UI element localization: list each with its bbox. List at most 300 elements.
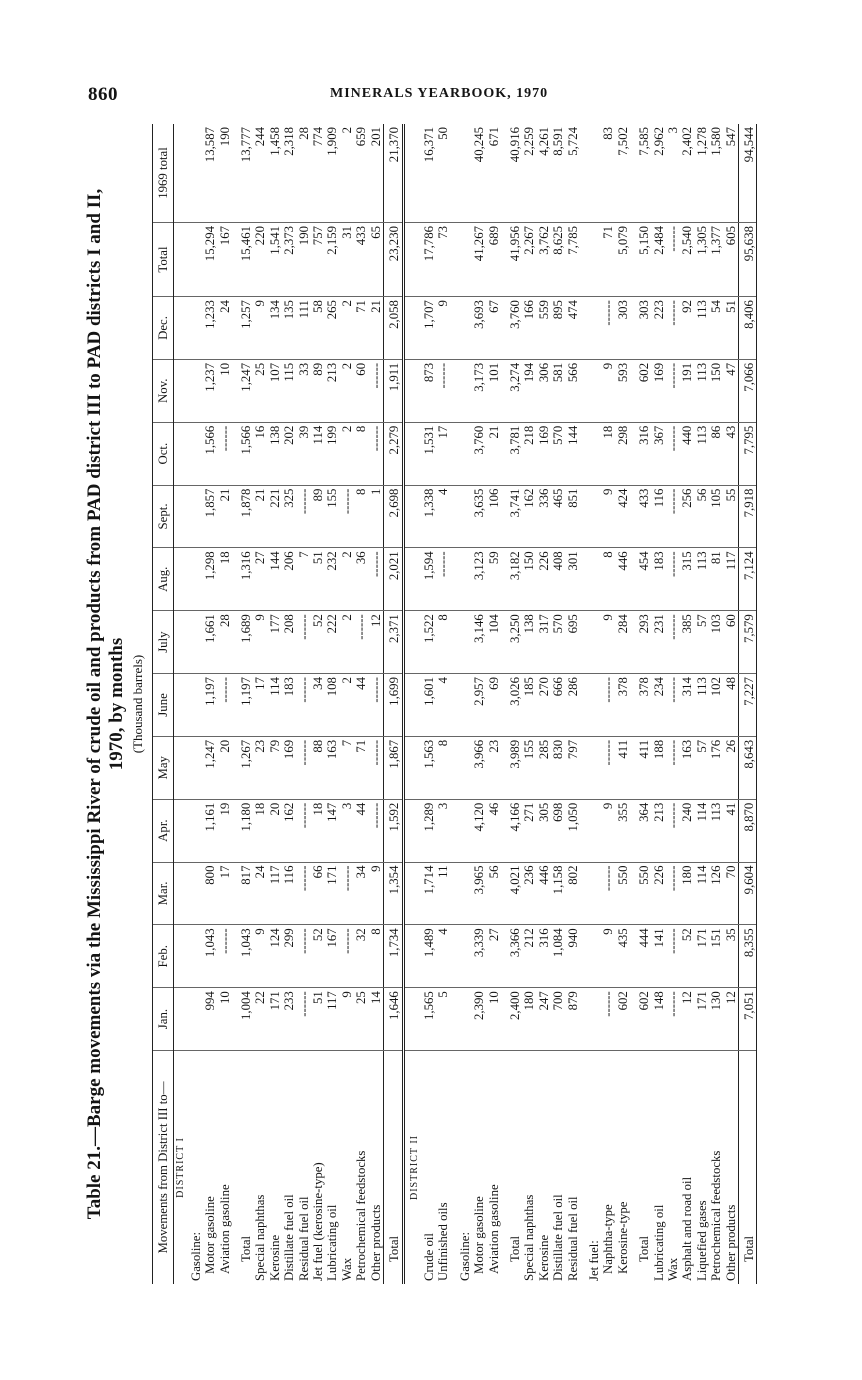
spacer-cell <box>174 124 189 222</box>
value-cell: 13,587 <box>203 124 217 222</box>
spacer-cell <box>630 988 637 1051</box>
value-cell: 41,956 <box>508 222 522 296</box>
value-cell: 180 <box>522 988 536 1051</box>
value-cell: 454 <box>637 548 651 611</box>
value-cell: 7,785 <box>566 222 580 296</box>
value-cell: 151 <box>709 925 723 988</box>
value-cell: 802 <box>566 862 580 925</box>
value-cell: 2,371 <box>386 611 403 674</box>
table-row <box>253 124 267 1284</box>
value-cell: ------ <box>666 611 680 674</box>
value-cell: 666 <box>551 674 565 737</box>
barge-movements-table <box>152 124 757 1284</box>
value-cell: ------ <box>297 674 311 737</box>
value-cell: 43 <box>724 422 739 485</box>
value-cell: 1,714 <box>422 862 436 925</box>
table-row <box>354 124 368 1284</box>
table-row <box>601 124 615 1284</box>
spacer-cell <box>587 485 601 548</box>
value-cell: ------ <box>297 925 311 988</box>
value-cell: ------ <box>369 422 384 485</box>
value-cell: 52 <box>311 925 325 988</box>
spacer-cell <box>232 548 239 611</box>
spacer-cell <box>451 359 458 422</box>
spacer-cell <box>630 548 637 611</box>
value-cell: 9 <box>369 862 384 925</box>
value-cell: 113 <box>695 422 709 485</box>
spacer-row <box>501 124 508 1284</box>
value-cell: 1,050 <box>566 799 580 862</box>
value-cell: 830 <box>551 736 565 799</box>
value-cell: 305 <box>537 799 551 862</box>
spacer-cell <box>580 736 587 799</box>
value-cell: 9 <box>601 359 615 422</box>
value-cell: 206 <box>282 548 296 611</box>
value-cell: 115 <box>282 359 296 422</box>
value-cell: 21 <box>253 485 267 548</box>
spacer-cell <box>232 485 239 548</box>
value-cell: 221 <box>268 485 282 548</box>
page-number: 860 <box>88 84 118 105</box>
spacer-cell <box>501 674 508 737</box>
table-row <box>325 124 339 1284</box>
value-cell: 9 <box>253 925 267 988</box>
spacer-cell <box>232 422 239 485</box>
spacer-cell <box>174 359 189 422</box>
value-cell: 18 <box>218 548 232 611</box>
group-heading: Jet fuel: <box>586 1240 601 1281</box>
value-cell: 124 <box>268 925 282 988</box>
value-cell: 1,197 <box>239 674 253 737</box>
spacer-cell <box>451 422 458 485</box>
spacer-cell <box>458 422 472 485</box>
value-cell: 86 <box>709 422 723 485</box>
value-cell: 9 <box>436 297 450 360</box>
value-cell: 107 <box>268 359 282 422</box>
value-cell: 293 <box>637 611 651 674</box>
value-cell: 1,531 <box>422 422 436 485</box>
spacer-cell <box>408 359 422 422</box>
spacer-cell <box>458 736 472 799</box>
value-cell: 33 <box>297 359 311 422</box>
spacer-cell <box>451 485 458 548</box>
value-cell: ------ <box>666 674 680 737</box>
spacer-cell <box>587 548 601 611</box>
value-cell: 188 <box>652 736 666 799</box>
table-row <box>522 124 536 1284</box>
value-cell: 34 <box>354 862 368 925</box>
value-cell: 1,699 <box>386 674 403 737</box>
value-cell: ------ <box>666 548 680 611</box>
value-cell: 879 <box>566 988 580 1051</box>
value-cell: ------ <box>297 736 311 799</box>
spacer-cell <box>580 124 587 222</box>
value-cell: 325 <box>282 485 296 548</box>
spacer-cell <box>408 222 422 296</box>
value-cell: 378 <box>616 674 630 737</box>
spacer-cell <box>451 988 458 1051</box>
spacer-cell <box>630 862 637 925</box>
value-cell: 301 <box>566 548 580 611</box>
value-cell: 8 <box>354 485 368 548</box>
value-cell: 299 <box>282 925 296 988</box>
value-cell: 176 <box>709 736 723 799</box>
spacer-cell <box>501 297 508 360</box>
value-cell: 1,857 <box>203 485 217 548</box>
value-cell: ------ <box>340 925 354 988</box>
value-cell: 17 <box>253 674 267 737</box>
value-cell: 2,279 <box>386 422 403 485</box>
value-cell: ------ <box>297 485 311 548</box>
value-cell: 114 <box>311 422 325 485</box>
table-title <box>84 124 128 1284</box>
row-label: Distillate fuel oil <box>551 1194 566 1281</box>
value-cell: ------ <box>666 485 680 548</box>
spacer-cell <box>232 988 239 1051</box>
value-cell: 57 <box>695 736 709 799</box>
spacer-cell <box>630 124 637 222</box>
value-cell: 79 <box>268 736 282 799</box>
value-cell: 169 <box>652 359 666 422</box>
value-cell: 201 <box>369 124 384 222</box>
value-cell: ------ <box>666 925 680 988</box>
value-cell: 465 <box>551 485 565 548</box>
spacer-row <box>451 124 458 1284</box>
value-cell: 8,643 <box>741 736 757 799</box>
value-cell: 11 <box>436 862 450 925</box>
value-cell: 1,522 <box>422 611 436 674</box>
spacer-cell <box>458 674 472 737</box>
value-cell: 54 <box>709 297 723 360</box>
value-cell: 581 <box>551 359 565 422</box>
value-cell: ------ <box>340 862 354 925</box>
value-cell: 2,962 <box>652 124 666 222</box>
table-row <box>709 124 723 1284</box>
value-cell: 138 <box>522 611 536 674</box>
value-cell: 94,544 <box>741 124 757 222</box>
value-cell: 700 <box>551 988 565 1051</box>
value-cell: 17,786 <box>422 222 436 296</box>
row-label: Other products <box>723 1204 738 1281</box>
value-cell: ------ <box>666 359 680 422</box>
value-cell: 163 <box>325 736 339 799</box>
table-row <box>340 124 354 1284</box>
spacer-cell <box>501 988 508 1051</box>
value-cell: 5,724 <box>566 124 580 222</box>
value-cell: 1,298 <box>203 548 217 611</box>
value-cell: 25 <box>253 359 267 422</box>
value-cell: 190 <box>297 222 311 296</box>
value-cell: 9 <box>253 297 267 360</box>
spacer-cell <box>587 297 601 360</box>
value-cell: 83 <box>601 124 615 222</box>
value-cell: ------ <box>436 548 450 611</box>
spacer-cell <box>458 124 472 222</box>
value-cell: 23 <box>253 736 267 799</box>
value-cell: 2 <box>340 359 354 422</box>
spacer-cell <box>174 736 189 799</box>
table-row <box>652 124 666 1284</box>
value-cell: 550 <box>616 862 630 925</box>
value-cell: 1,180 <box>239 799 253 862</box>
value-cell: 31 <box>340 222 354 296</box>
spacer-cell <box>630 611 637 674</box>
spacer-row <box>630 124 637 1284</box>
value-cell: 3,760 <box>472 422 486 485</box>
value-cell: 21 <box>487 422 501 485</box>
value-cell: 150 <box>709 359 723 422</box>
spacer-cell <box>408 422 422 485</box>
value-cell: 18 <box>253 799 267 862</box>
value-cell: 1,867 <box>386 736 403 799</box>
value-cell: 69 <box>487 674 501 737</box>
value-cell: 8,870 <box>741 799 757 862</box>
table-row <box>616 124 630 1284</box>
value-cell: 1,878 <box>239 485 253 548</box>
value-cell: 550 <box>637 862 651 925</box>
spacer-cell <box>451 124 458 222</box>
row-label: Residual fuel oil <box>565 1196 580 1281</box>
value-cell: 222 <box>325 611 339 674</box>
table-row <box>386 124 403 1284</box>
group-heading-row <box>458 124 472 1284</box>
value-cell: 223 <box>652 297 666 360</box>
value-cell: 317 <box>537 611 551 674</box>
table-row <box>472 124 486 1284</box>
spacer-cell <box>458 359 472 422</box>
value-cell: 873 <box>422 359 436 422</box>
column-header: Movements from District III to— <box>153 1051 174 1285</box>
value-cell: 218 <box>522 422 536 485</box>
value-cell: 3,693 <box>472 297 486 360</box>
table-header-row <box>153 124 174 1284</box>
value-cell: 117 <box>325 988 339 1051</box>
value-cell: 51 <box>724 297 739 360</box>
value-cell: 659 <box>354 124 368 222</box>
value-cell: 101 <box>487 359 501 422</box>
value-cell: 18 <box>311 799 325 862</box>
row-label: Distillate fuel oil <box>282 1194 297 1281</box>
value-cell: 183 <box>282 674 296 737</box>
value-cell: 220 <box>253 222 267 296</box>
value-cell: 16,371 <box>422 124 436 222</box>
value-cell: 116 <box>282 862 296 925</box>
value-cell: 9 <box>601 485 615 548</box>
value-cell: 1,338 <box>422 485 436 548</box>
row-label: Lubricating oil <box>325 1204 340 1281</box>
value-cell: 12 <box>369 611 384 674</box>
value-cell: ------ <box>297 988 311 1051</box>
value-cell: 20 <box>268 799 282 862</box>
value-cell: 378 <box>637 674 651 737</box>
table-units: (Thousand barrels) <box>130 654 145 754</box>
value-cell: 3,781 <box>508 422 522 485</box>
spacer-cell <box>580 862 587 925</box>
spacer-cell <box>458 611 472 674</box>
value-cell: 162 <box>282 799 296 862</box>
spacer-cell <box>580 297 587 360</box>
value-cell: 41,267 <box>472 222 486 296</box>
spacer-cell <box>189 124 203 222</box>
value-cell: 2 <box>340 611 354 674</box>
table-row <box>637 124 651 1284</box>
spacer-cell <box>501 799 508 862</box>
value-cell: 3,146 <box>472 611 486 674</box>
value-cell: 285 <box>537 736 551 799</box>
value-cell: 199 <box>325 422 339 485</box>
value-cell: 1,247 <box>203 736 217 799</box>
value-cell: 3,989 <box>508 736 522 799</box>
spacer-cell <box>189 799 203 862</box>
value-cell: 3,026 <box>508 674 522 737</box>
value-cell: 185 <box>522 674 536 737</box>
value-cell: 8 <box>601 548 615 611</box>
value-cell: 190 <box>218 124 232 222</box>
value-cell: 355 <box>616 799 630 862</box>
value-cell: 7 <box>297 548 311 611</box>
value-cell: 141 <box>652 925 666 988</box>
value-cell: 698 <box>551 799 565 862</box>
value-cell: 150 <box>522 548 536 611</box>
value-cell: 1,707 <box>422 297 436 360</box>
spacer-cell <box>189 925 203 988</box>
spacer-cell <box>174 862 189 925</box>
spacer-cell <box>458 222 472 296</box>
value-cell: 56 <box>695 485 709 548</box>
spacer-cell <box>458 925 472 988</box>
value-cell: 1,592 <box>386 799 403 862</box>
value-cell: 67 <box>487 297 501 360</box>
value-cell: 2 <box>340 422 354 485</box>
value-cell: 1,601 <box>422 674 436 737</box>
spacer-cell <box>451 222 458 296</box>
value-cell: 316 <box>537 925 551 988</box>
value-cell: 27 <box>487 925 501 988</box>
value-cell: 1,377 <box>709 222 723 296</box>
value-cell: 3,274 <box>508 359 522 422</box>
value-cell: 171 <box>325 862 339 925</box>
value-cell: 163 <box>680 736 694 799</box>
spacer-cell <box>189 222 203 296</box>
spacer-cell <box>232 1051 239 1285</box>
value-cell: 117 <box>724 548 739 611</box>
table-row <box>239 124 253 1284</box>
value-cell: 298 <box>616 422 630 485</box>
value-cell: 4,261 <box>537 124 551 222</box>
value-cell: ------ <box>666 422 680 485</box>
value-cell: 144 <box>268 548 282 611</box>
value-cell: 800 <box>203 862 217 925</box>
value-cell: 1,909 <box>325 124 339 222</box>
group-heading-row <box>587 124 601 1284</box>
running-header: MINERALS YEARBOOK, 1970 <box>330 86 549 101</box>
value-cell: 3,173 <box>472 359 486 422</box>
table-row <box>369 124 384 1284</box>
value-cell: 10 <box>218 359 232 422</box>
value-cell: 89 <box>311 359 325 422</box>
value-cell: 102 <box>709 674 723 737</box>
spacer-cell <box>174 799 189 862</box>
value-cell: 148 <box>652 988 666 1051</box>
value-cell: 7,066 <box>741 359 757 422</box>
row-label: Motor gasoline <box>472 1196 487 1274</box>
value-cell: 385 <box>680 611 694 674</box>
spacer-cell <box>408 548 422 611</box>
spacer-cell <box>580 674 587 737</box>
value-cell: 12 <box>724 988 739 1051</box>
value-cell: 1,646 <box>386 988 403 1051</box>
value-cell: ------ <box>218 925 232 988</box>
value-cell: 191 <box>680 359 694 422</box>
value-cell: 113 <box>695 674 709 737</box>
value-cell: 315 <box>680 548 694 611</box>
value-cell: 60 <box>354 359 368 422</box>
value-cell: 8,355 <box>741 925 757 988</box>
spacer-row <box>232 124 239 1284</box>
table-row <box>680 124 694 1284</box>
value-cell: 134 <box>268 297 282 360</box>
value-cell: 25 <box>354 988 368 1051</box>
value-cell: 213 <box>652 799 666 862</box>
value-cell: 113 <box>709 799 723 862</box>
spacer-cell <box>630 925 637 988</box>
value-cell: 177 <box>268 611 282 674</box>
value-cell: 130 <box>709 988 723 1051</box>
value-cell: 424 <box>616 485 630 548</box>
value-cell: 1,689 <box>239 611 253 674</box>
value-cell: 95,638 <box>741 222 757 296</box>
value-cell: 52 <box>680 925 694 988</box>
spacer-cell <box>174 925 189 988</box>
value-cell: 232 <box>325 548 339 611</box>
value-cell: 114 <box>695 862 709 925</box>
spacer-cell <box>189 736 203 799</box>
value-cell: 284 <box>616 611 630 674</box>
value-cell: 3 <box>436 799 450 862</box>
column-header: Oct. <box>153 422 174 485</box>
section-heading-row <box>174 124 189 1284</box>
value-cell: 8 <box>354 422 368 485</box>
table-row <box>741 124 757 1284</box>
value-cell: 757 <box>311 222 325 296</box>
value-cell: ------ <box>369 736 384 799</box>
value-cell: 2 <box>340 297 354 360</box>
spacer-cell <box>232 611 239 674</box>
spacer-cell <box>580 222 587 296</box>
spacer-cell <box>580 611 587 674</box>
value-cell: 10 <box>218 988 232 1051</box>
value-cell: 994 <box>203 988 217 1051</box>
spacer-cell <box>189 297 203 360</box>
value-cell: 16 <box>253 422 267 485</box>
value-cell: 5,079 <box>616 222 630 296</box>
value-cell: 5,150 <box>637 222 651 296</box>
spacer-cell <box>630 1051 637 1285</box>
value-cell: 566 <box>566 359 580 422</box>
value-cell: 234 <box>652 674 666 737</box>
row-label: Total <box>741 1051 757 1285</box>
spacer-cell <box>630 799 637 862</box>
value-cell: 1,316 <box>239 548 253 611</box>
value-cell: 208 <box>282 611 296 674</box>
spacer-cell <box>580 799 587 862</box>
value-cell: 9 <box>601 925 615 988</box>
value-cell: 593 <box>616 359 630 422</box>
row-label: Petrochemical feedstocks <box>709 1150 724 1281</box>
spacer-cell <box>580 485 587 548</box>
value-cell: ------ <box>601 674 615 737</box>
spacer-cell <box>174 297 189 360</box>
